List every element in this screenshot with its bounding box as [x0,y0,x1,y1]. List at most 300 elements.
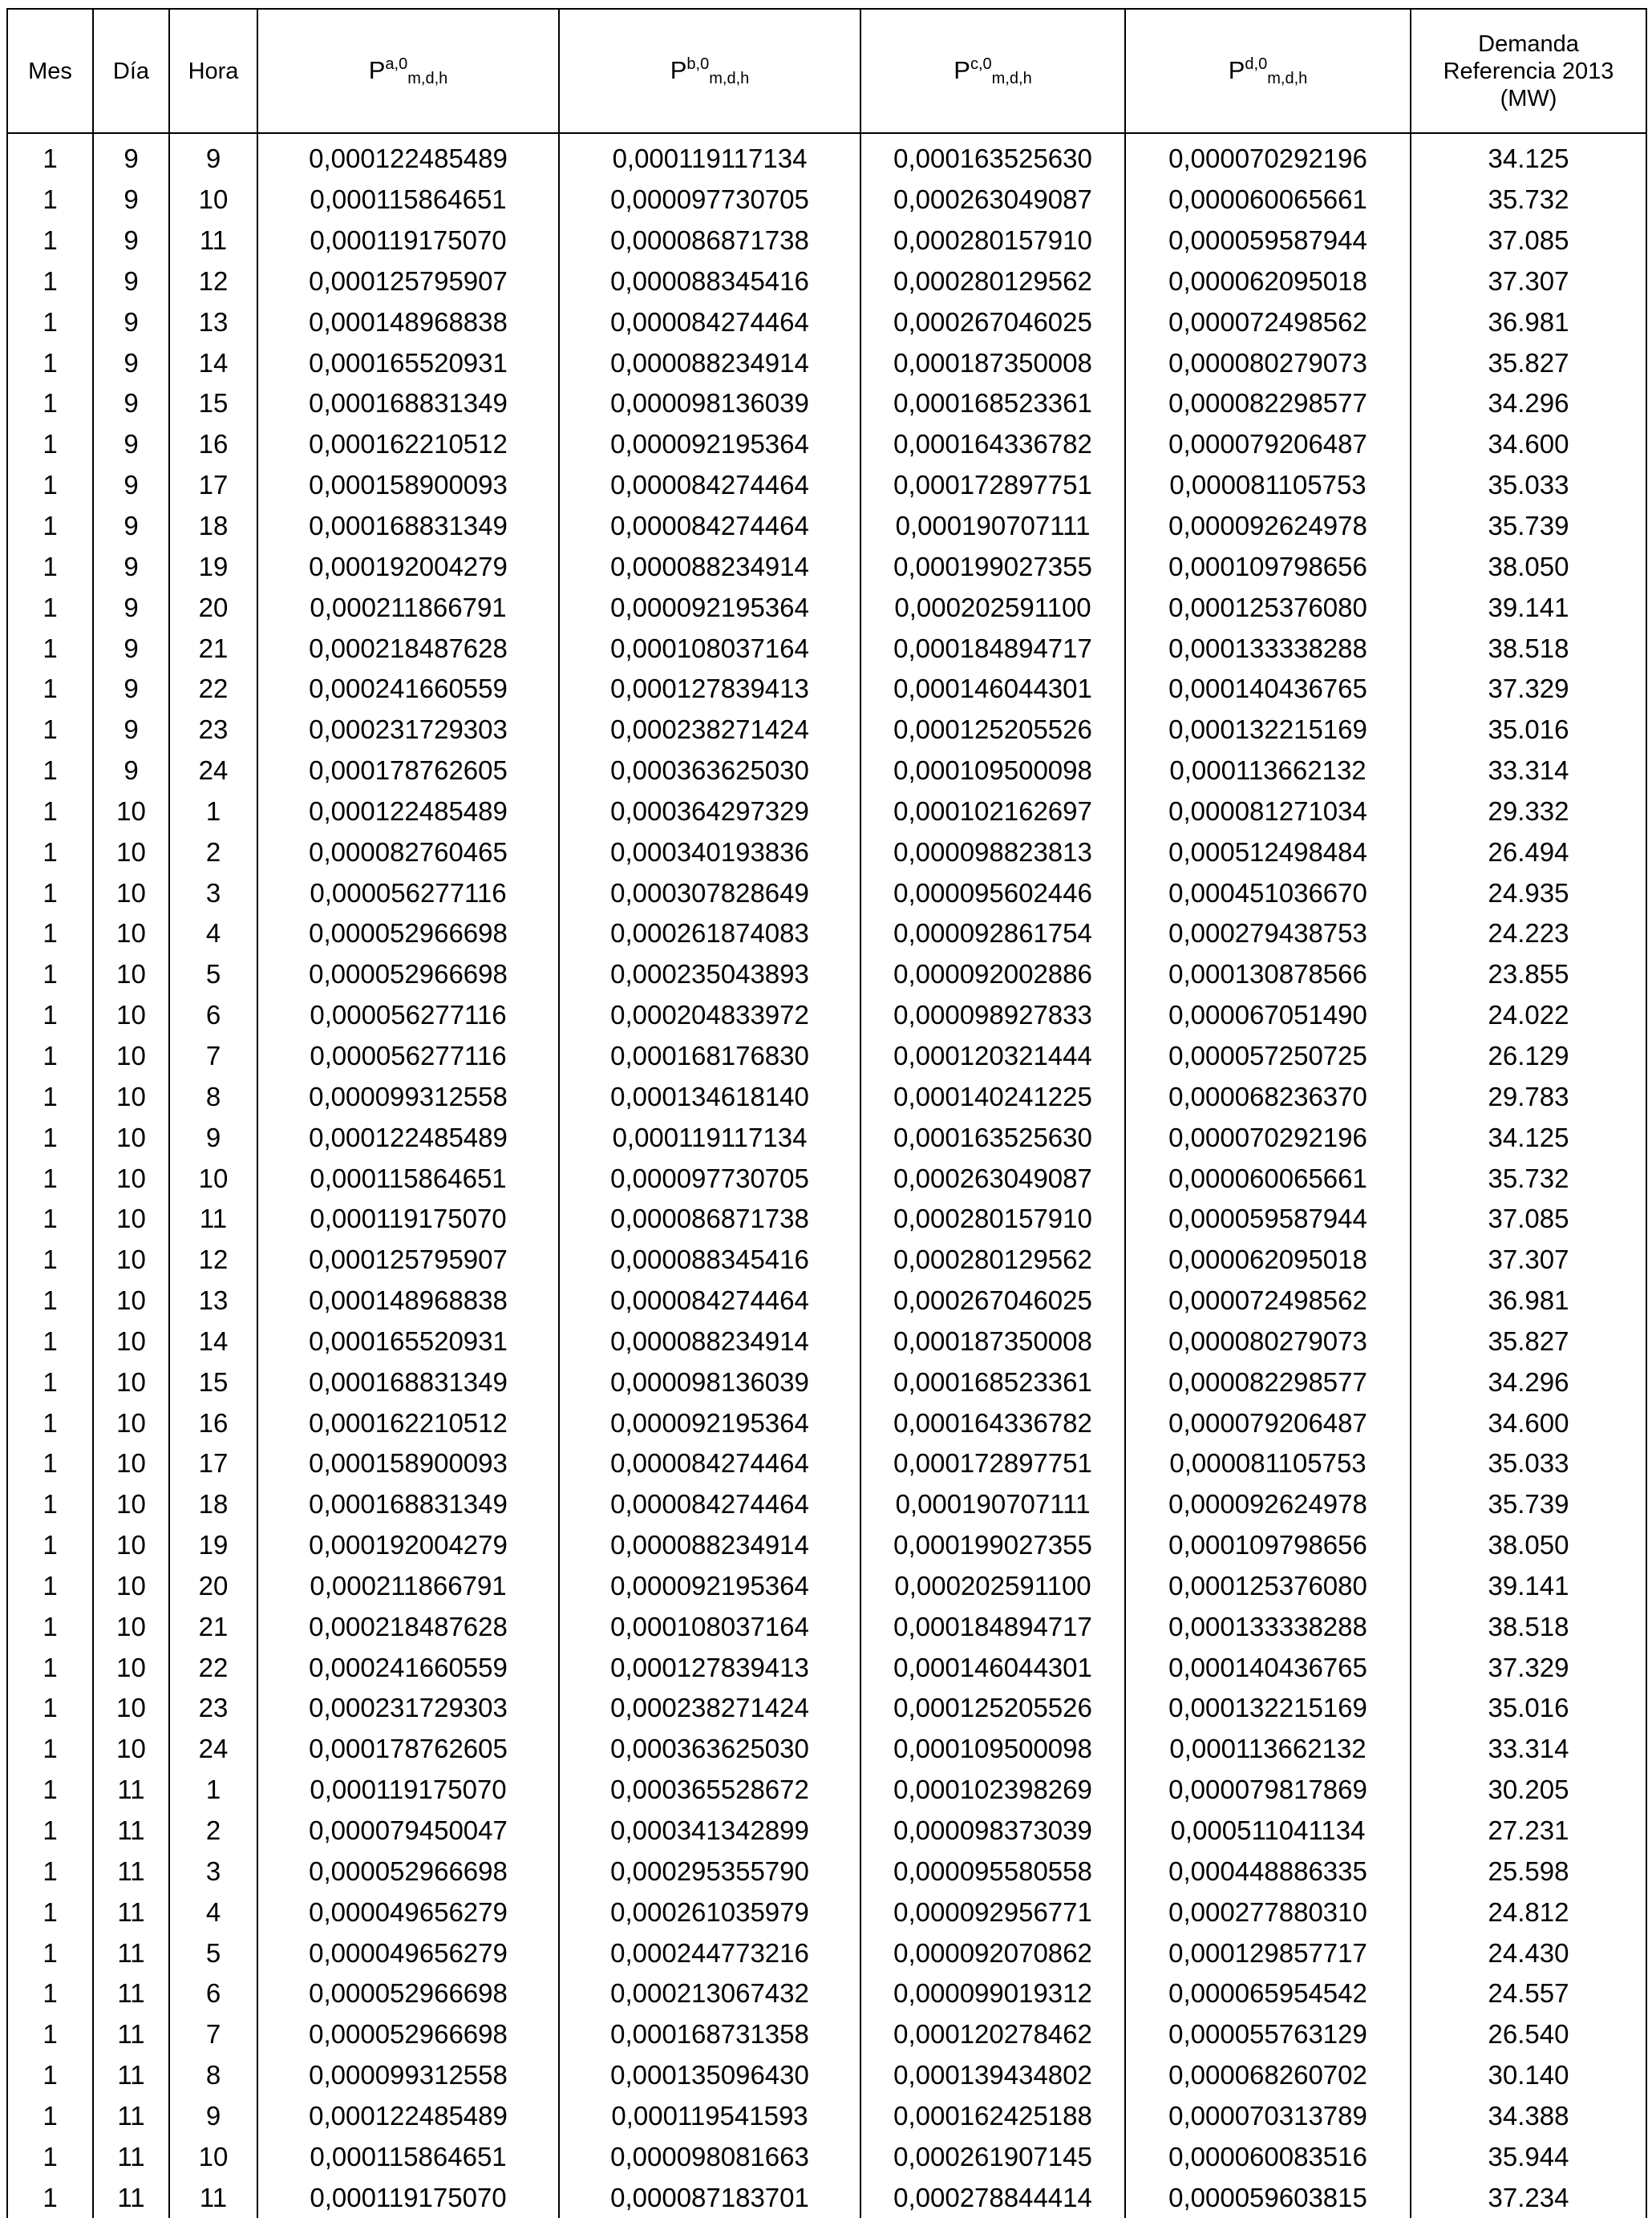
table-row [7,1566,1646,1607]
cell-pd: 0,000277880310 [1125,1892,1411,1933]
cell-pa: 0,000056277116 [257,872,559,913]
cell-pb: 0,000084274464 [559,1443,860,1484]
cell-mes: 1 [7,954,93,995]
cell-pb: 0,000087183701 [559,2177,860,2218]
cell-dia: 10 [93,872,169,913]
cell-pa: 0,000168831349 [257,1484,559,1525]
cell-dia: 11 [93,2136,169,2177]
cell-pc: 0,000139434802 [860,2055,1125,2096]
cell-demanda: 27.231 [1411,1811,1646,1852]
header-row [7,9,1646,133]
cell-mes: 1 [7,383,93,424]
table-row [7,2055,1646,2096]
cell-pc: 0,000102162697 [860,791,1125,832]
cell-pc: 0,000164336782 [860,1402,1125,1443]
cell-pb: 0,000098136039 [559,1362,860,1402]
cell-pd: 0,000092624978 [1125,506,1411,547]
cell-pb: 0,000088234914 [559,1525,860,1566]
cell-dia: 11 [93,1933,169,1973]
cell-pa: 0,000168831349 [257,1362,559,1402]
cell-pc: 0,000146044301 [860,669,1125,710]
cell-pc: 0,000125205526 [860,710,1125,751]
cell-pd: 0,000113662132 [1125,1729,1411,1770]
table-row [7,180,1646,221]
cell-pd: 0,000132215169 [1125,1688,1411,1729]
cell-dia: 11 [93,1811,169,1852]
cell-dia: 9 [93,669,169,710]
cell-pc: 0,000263049087 [860,1158,1125,1199]
cell-pa: 0,000231729303 [257,1688,559,1729]
cell-pa: 0,000115864651 [257,2136,559,2177]
cell-demanda: 24.935 [1411,872,1646,913]
cell-dia: 10 [93,1240,169,1281]
table-row [7,1606,1646,1647]
table-row [7,751,1646,791]
cell-pa: 0,000122485489 [257,133,559,180]
cell-pb: 0,000084274464 [559,465,860,506]
cell-dia: 10 [93,1606,169,1647]
cell-hora: 22 [169,669,257,710]
cell-pb: 0,000295355790 [559,1851,860,1892]
cell-pb: 0,000119117134 [559,1117,860,1158]
cell-hora: 12 [169,261,257,302]
cell-dia: 10 [93,1036,169,1077]
cell-pb: 0,000127839413 [559,1647,860,1688]
cell-mes: 1 [7,587,93,628]
cell-dia: 11 [93,1973,169,2014]
cell-pc: 0,000199027355 [860,1525,1125,1566]
cell-pa: 0,000178762605 [257,751,559,791]
cell-pd: 0,000070313789 [1125,2096,1411,2137]
table-row [7,1647,1646,1688]
cell-pb: 0,000086871738 [559,221,860,261]
cell-pd: 0,000065954542 [1125,1973,1411,2014]
cell-hora: 15 [169,383,257,424]
cell-mes: 1 [7,2136,93,2177]
cell-pd: 0,000511041134 [1125,1811,1411,1852]
cell-mes: 1 [7,1811,93,1852]
cell-mes: 1 [7,1362,93,1402]
cell-hora: 5 [169,954,257,995]
table-row [7,506,1646,547]
cell-pb: 0,000213067432 [559,1973,860,2014]
cell-pa: 0,000162210512 [257,424,559,465]
cell-pc: 0,000168523361 [860,383,1125,424]
cell-pc: 0,000184894717 [860,628,1125,669]
cell-pd: 0,000109798656 [1125,1525,1411,1566]
cell-pa: 0,000052966698 [257,954,559,995]
cell-hora: 18 [169,506,257,547]
cell-dia: 9 [93,424,169,465]
cell-mes: 1 [7,1647,93,1688]
cell-pd: 0,000129857717 [1125,1933,1411,1973]
cell-pd: 0,000081105753 [1125,1443,1411,1484]
table-row [7,628,1646,669]
cell-pc: 0,000120278462 [860,2014,1125,2055]
cell-demanda: 38.518 [1411,1606,1646,1647]
cell-pb: 0,000365528672 [559,1770,860,1811]
cell-demanda: 38.518 [1411,628,1646,669]
cell-dia: 9 [93,465,169,506]
cell-pd: 0,000140436765 [1125,1647,1411,1688]
cell-pa: 0,000192004279 [257,546,559,587]
cell-pb: 0,000092195364 [559,1566,860,1607]
cell-hora: 9 [169,2096,257,2137]
cell-mes: 1 [7,1770,93,1811]
cell-mes: 1 [7,791,93,832]
cell-pb: 0,000088234914 [559,546,860,587]
col-header-mes: Mes [7,9,93,133]
cell-dia: 11 [93,2014,169,2055]
cell-pa: 0,000211866791 [257,587,559,628]
cell-pb: 0,000084274464 [559,506,860,547]
cell-demanda: 23.855 [1411,954,1646,995]
cell-hora: 19 [169,546,257,587]
table-row [7,2096,1646,2137]
cell-pd: 0,000079206487 [1125,424,1411,465]
cell-pc: 0,000172897751 [860,1443,1125,1484]
cell-pa: 0,000178762605 [257,1729,559,1770]
cell-mes: 1 [7,2014,93,2055]
cell-demanda: 35.016 [1411,1688,1646,1729]
cell-mes: 1 [7,1484,93,1525]
cell-pb: 0,000092195364 [559,1402,860,1443]
cell-mes: 1 [7,1321,93,1362]
cell-pd: 0,000125376080 [1125,587,1411,628]
table-row [7,546,1646,587]
cell-pd: 0,000079206487 [1125,1402,1411,1443]
cell-hora: 7 [169,2014,257,2055]
cell-pa: 0,000162210512 [257,1402,559,1443]
cell-mes: 1 [7,1443,93,1484]
cell-pb: 0,000098136039 [559,383,860,424]
cell-mes: 1 [7,1158,93,1199]
cell-dia: 10 [93,954,169,995]
cell-hora: 2 [169,1811,257,1852]
cell-demanda: 25.598 [1411,1851,1646,1892]
cell-hora: 3 [169,1851,257,1892]
cell-pc: 0,000092070862 [860,1933,1125,1973]
cell-demanda: 34.600 [1411,424,1646,465]
cell-mes: 1 [7,1933,93,1973]
cell-demanda: 35.033 [1411,465,1646,506]
cell-pa: 0,000119175070 [257,1199,559,1240]
cell-hora: 16 [169,424,257,465]
cell-pd: 0,000451036670 [1125,872,1411,913]
cell-hora: 10 [169,180,257,221]
table-row [7,1281,1646,1321]
cell-pa: 0,000052966698 [257,1973,559,2014]
cell-pc: 0,000280129562 [860,261,1125,302]
cell-pa: 0,000049656279 [257,1933,559,1973]
cell-mes: 1 [7,546,93,587]
cell-hora: 1 [169,1770,257,1811]
cell-hora: 6 [169,995,257,1036]
cell-dia: 9 [93,342,169,383]
cell-demanda: 29.783 [1411,1076,1646,1117]
cell-pa: 0,000115864651 [257,1158,559,1199]
cell-mes: 1 [7,913,93,954]
cell-demanda: 35.944 [1411,2136,1646,2177]
cell-dia: 9 [93,587,169,628]
cell-pd: 0,000062095018 [1125,1240,1411,1281]
cell-pd: 0,000068260702 [1125,2055,1411,2096]
cell-pd: 0,000060065661 [1125,180,1411,221]
data-table [6,8,1647,2218]
cell-dia: 9 [93,180,169,221]
cell-pd: 0,000059587944 [1125,1199,1411,1240]
cell-pc: 0,000164336782 [860,424,1125,465]
cell-pa: 0,000168831349 [257,383,559,424]
cell-mes: 1 [7,1117,93,1158]
col-header-dia: Día [93,9,169,133]
cell-pc: 0,000278844414 [860,2177,1125,2218]
cell-pd: 0,000082298577 [1125,1362,1411,1402]
table-row [7,2014,1646,2055]
cell-pa: 0,000192004279 [257,1525,559,1566]
table-row [7,383,1646,424]
cell-pa: 0,000125795907 [257,1240,559,1281]
cell-hora: 24 [169,1729,257,1770]
cell-mes: 1 [7,872,93,913]
cell-mes: 1 [7,342,93,383]
cell-pb: 0,000119541593 [559,2096,860,2137]
cell-pb: 0,000084274464 [559,302,860,342]
cell-pb: 0,000134618140 [559,1076,860,1117]
cell-mes: 1 [7,2055,93,2096]
cell-mes: 1 [7,133,93,180]
cell-hora: 12 [169,1240,257,1281]
cell-hora: 13 [169,1281,257,1321]
cell-demanda: 35.827 [1411,1321,1646,1362]
cell-pb: 0,000238271424 [559,710,860,751]
cell-hora: 14 [169,1321,257,1362]
cell-pa: 0,000158900093 [257,1443,559,1484]
cell-hora: 11 [169,1199,257,1240]
cell-pc: 0,000146044301 [860,1647,1125,1688]
cell-hora: 2 [169,832,257,872]
cell-pb: 0,000119117134 [559,133,860,180]
cell-pd: 0,000067051490 [1125,995,1411,1036]
table-row [7,1443,1646,1484]
cell-pa: 0,000241660559 [257,1647,559,1688]
cell-demanda: 29.332 [1411,791,1646,832]
cell-mes: 1 [7,1199,93,1240]
cell-demanda: 38.050 [1411,1525,1646,1566]
cell-demanda: 36.981 [1411,302,1646,342]
cell-hora: 4 [169,1892,257,1933]
cell-pc: 0,000092861754 [860,913,1125,954]
table-row [7,1851,1646,1892]
cell-pb: 0,000204833972 [559,995,860,1036]
table-row [7,954,1646,995]
cell-pa: 0,000115864651 [257,180,559,221]
cell-demanda: 34.296 [1411,1362,1646,1402]
cell-dia: 10 [93,1688,169,1729]
cell-pa: 0,000049656279 [257,1892,559,1933]
cell-hora: 14 [169,342,257,383]
cell-demanda: 39.141 [1411,1566,1646,1607]
cell-hora: 13 [169,302,257,342]
cell-mes: 1 [7,180,93,221]
cell-pb: 0,000341342899 [559,1811,860,1852]
cell-hora: 22 [169,1647,257,1688]
cell-pb: 0,000168176830 [559,1036,860,1077]
cell-pc: 0,000184894717 [860,1606,1125,1647]
cell-pc: 0,000098373039 [860,1811,1125,1852]
cell-dia: 10 [93,1443,169,1484]
table-row [7,1811,1646,1852]
cell-mes: 1 [7,1402,93,1443]
cell-pc: 0,000263049087 [860,180,1125,221]
cell-pd: 0,000279438753 [1125,913,1411,954]
cell-mes: 1 [7,1281,93,1321]
cell-hora: 17 [169,1443,257,1484]
cell-demanda: 34.296 [1411,383,1646,424]
cell-pc: 0,000092002886 [860,954,1125,995]
table-row [7,587,1646,628]
cell-pa: 0,000082760465 [257,832,559,872]
cell-pb: 0,000086871738 [559,1199,860,1240]
table-row [7,1036,1646,1077]
cell-pc: 0,000098927833 [860,995,1125,1036]
cell-demanda: 24.557 [1411,1973,1646,2014]
table-row [7,1484,1646,1525]
table-row [7,1729,1646,1770]
cell-pa: 0,000052966698 [257,2014,559,2055]
cell-pc: 0,000092956771 [860,1892,1125,1933]
cell-dia: 11 [93,2177,169,2218]
cell-hora: 10 [169,1158,257,1199]
cell-pc: 0,000099019312 [860,1973,1125,2014]
cell-hora: 10 [169,2136,257,2177]
cell-demanda: 37.307 [1411,261,1646,302]
cell-mes: 1 [7,1688,93,1729]
cell-hora: 16 [169,1402,257,1443]
cell-demanda: 39.141 [1411,587,1646,628]
table-row [7,1199,1646,1240]
cell-dia: 11 [93,1851,169,1892]
cell-mes: 1 [7,221,93,261]
cell-pb: 0,000340193836 [559,832,860,872]
cell-pa: 0,000168831349 [257,506,559,547]
cell-dia: 10 [93,1525,169,1566]
table-row [7,1362,1646,1402]
cell-pb: 0,000168731358 [559,2014,860,2055]
cell-mes: 1 [7,710,93,751]
cell-dia: 10 [93,1647,169,1688]
table-row [7,424,1646,465]
cell-dia: 10 [93,1402,169,1443]
cell-hora: 23 [169,1688,257,1729]
cell-pa: 0,000122485489 [257,2096,559,2137]
table-row [7,791,1646,832]
cell-demanda: 35.827 [1411,342,1646,383]
cell-hora: 20 [169,587,257,628]
cell-pb: 0,000092195364 [559,587,860,628]
cell-demanda: 26.129 [1411,1036,1646,1077]
table-row [7,1892,1646,1933]
col-header-pb: P$^{b,0}_{m,d,h}$ [559,9,860,133]
cell-pa: 0,000122485489 [257,791,559,832]
cell-dia: 10 [93,1117,169,1158]
cell-pd: 0,000059603815 [1125,2177,1411,2218]
cell-pb: 0,000261874083 [559,913,860,954]
cell-pd: 0,000130878566 [1125,954,1411,995]
table-row [7,2177,1646,2218]
cell-dia: 9 [93,628,169,669]
cell-pa: 0,000079450047 [257,1811,559,1852]
cell-demanda: 37.329 [1411,1647,1646,1688]
cell-pd: 0,000133338288 [1125,628,1411,669]
cell-dia: 10 [93,1281,169,1321]
cell-mes: 1 [7,1566,93,1607]
table-row [7,1933,1646,1973]
cell-hora: 15 [169,1362,257,1402]
col-header-hora: Hora [169,9,257,133]
cell-hora: 8 [169,2055,257,2096]
table-row [7,872,1646,913]
cell-dia: 10 [93,1321,169,1362]
cell-demanda: 24.812 [1411,1892,1646,1933]
cell-mes: 1 [7,424,93,465]
cell-pb: 0,000364297329 [559,791,860,832]
table-row [7,302,1646,342]
table-row [7,913,1646,954]
table-row [7,995,1646,1036]
cell-pc: 0,000267046025 [860,302,1125,342]
table-row [7,221,1646,261]
cell-demanda: 30.140 [1411,2055,1646,2096]
cell-hora: 9 [169,133,257,180]
cell-pb: 0,000108037164 [559,628,860,669]
table-row [7,1402,1646,1443]
cell-pd: 0,000081271034 [1125,791,1411,832]
cell-pc: 0,000202591100 [860,1566,1125,1607]
cell-mes: 1 [7,995,93,1036]
table-row [7,1770,1646,1811]
cell-demanda: 38.050 [1411,546,1646,587]
cell-pb: 0,000363625030 [559,751,860,791]
cell-pa: 0,000211866791 [257,1566,559,1607]
cell-demanda: 33.314 [1411,751,1646,791]
cell-mes: 1 [7,669,93,710]
cell-dia: 9 [93,221,169,261]
cell-pb: 0,000097730705 [559,1158,860,1199]
cell-pa: 0,000119175070 [257,1770,559,1811]
cell-pc: 0,000095580558 [860,1851,1125,1892]
cell-dia: 10 [93,1729,169,1770]
cell-pd: 0,000079817869 [1125,1770,1411,1811]
cell-mes: 1 [7,832,93,872]
cell-pa: 0,000052966698 [257,913,559,954]
cell-pd: 0,000125376080 [1125,1566,1411,1607]
cell-dia: 10 [93,1158,169,1199]
cell-pd: 0,000070292196 [1125,133,1411,180]
cell-pc: 0,000280129562 [860,1240,1125,1281]
cell-mes: 1 [7,1076,93,1117]
cell-dia: 10 [93,1566,169,1607]
table-row [7,342,1646,383]
cell-pa: 0,000119175070 [257,221,559,261]
cell-pd: 0,000092624978 [1125,1484,1411,1525]
cell-mes: 1 [7,1851,93,1892]
cell-pb: 0,000307828649 [559,872,860,913]
table-row [7,1240,1646,1281]
cell-pc: 0,000267046025 [860,1281,1125,1321]
col-header-pa: P$^{a,0}_{m,d,h}$ [257,9,559,133]
cell-pb: 0,000235043893 [559,954,860,995]
